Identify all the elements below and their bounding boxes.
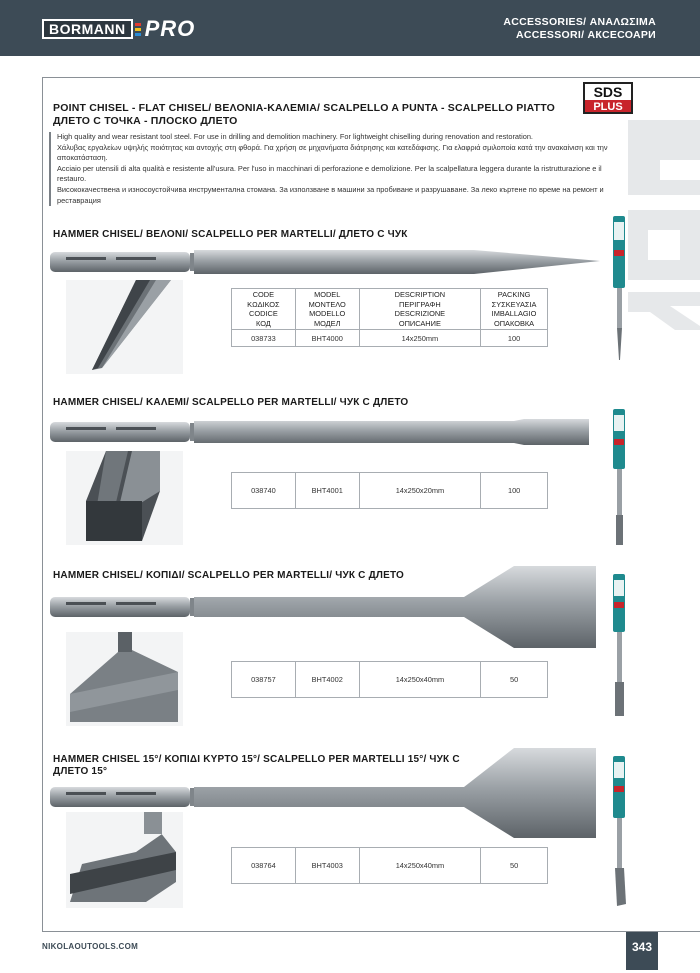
product-4-title-line-2: ДЛЕТО 15° <box>53 766 108 777</box>
product-4-title-line-1: HAMMER CHISEL 15°/ ΚΟΠΙΔΙ ΚΥΡΤΟ 15°/ SCALPELLO PER MARTELLI 15°/ ЧУК С <box>53 754 460 765</box>
header-packing-bg: ОПАКОВКА <box>493 318 535 328</box>
curved-chisel-package-image <box>604 752 634 912</box>
brand-logo <box>42 18 195 40</box>
curved-chisel-tip-photo <box>66 812 183 908</box>
sds-badge-top: SDS <box>583 82 633 100</box>
cell-code: 038740 <box>232 473 296 509</box>
product-2-title: HAMMER CHISEL/ ΚΑΛΕΜΙ/ SCALPELLO PER MARTELLI/ ЧУК С ДЛЕТО <box>53 397 409 408</box>
header-model-el: ΜΟΝΤΕΛΟ <box>308 299 346 309</box>
point-chisel-tip-photo <box>66 280 183 374</box>
cell-code: 038733 <box>232 330 296 347</box>
point-chisel-image <box>44 240 604 285</box>
cell-packing: 100 <box>481 473 548 509</box>
flat-chisel-package-image <box>604 405 634 555</box>
wide-chisel-tip-photo <box>66 632 183 726</box>
header-description-bg: ОПИСАНИЕ <box>398 318 441 328</box>
brand-name: BORMANN <box>49 21 126 37</box>
header-packing <box>481 289 548 330</box>
brand-stripes-icon <box>135 22 141 37</box>
cell-model: BHT4000 <box>295 330 359 347</box>
table-row <box>232 473 548 509</box>
intro-accent-bar <box>49 132 51 206</box>
product-4-table <box>231 847 548 884</box>
table-row <box>232 848 548 884</box>
cell-code: 038764 <box>232 848 296 884</box>
product-2-table <box>231 472 548 509</box>
header-code-en: CODE <box>252 290 275 299</box>
product-1-table <box>231 288 548 347</box>
cell-model: BHT4002 <box>295 662 359 698</box>
page-title-line-2: ДЛЕТО С ТОЧКА - ПЛОСКО ДЛЕТО <box>53 115 238 127</box>
table-row <box>232 662 548 698</box>
product-1-title: HAMMER CHISEL/ ΒΕΛΟΝΙ/ SCALPELLO PER MARTELLI/ ДЛЕТО С ЧУК <box>53 229 408 240</box>
header-model <box>295 289 359 330</box>
intro-italian: Acciaio per utensili di alta qualità e resistente all'usura. Per l'uso in macchinari di perforazione e demolizione. Per la scalpellatura leggera durante la ristrutturazione e il restauro. <box>57 163 602 184</box>
footer-website: NIKOLAOUTOOLS.COM <box>42 942 139 951</box>
intro-english: High quality and wear resistant tool steel. For use in drilling and demolition machinery. For lightweight chiselling during renovation and restoration. <box>57 132 533 141</box>
intro-greek: Χάλυβας εργαλείων υψηλής ποιότητας και αντοχής στη φθορά. Για χρήση σε μηχανήματα διάτρησης και κατεδάφισης. Για ελαφριά σμιλοποία κατά την ανακαίνιση και την αποκατάσταση. <box>57 142 608 163</box>
header-description-en: DESCRIPTION <box>394 290 446 299</box>
wide-chisel-package-image <box>604 570 634 722</box>
cell-model: BHT4003 <box>295 848 359 884</box>
header-model-bg: МОДЕЛ <box>313 318 341 328</box>
header-description <box>359 289 480 330</box>
table-row <box>232 330 548 347</box>
frame-divider-left <box>42 77 43 932</box>
cell-description: 14x250x40mm <box>359 848 481 884</box>
header-packing-en: PACKING <box>497 290 531 299</box>
header-code-bg: КОД <box>255 318 271 328</box>
flat-chisel-image <box>44 410 604 454</box>
category-line-1: ACCESSORIES/ ΑΝΑΛΩΣΙΜΑ <box>503 16 656 28</box>
cell-model: BHT4001 <box>295 473 359 509</box>
cell-description: 14x250x20mm <box>359 473 481 509</box>
flat-chisel-tip-photo <box>66 451 183 545</box>
cell-packing: 50 <box>481 662 548 698</box>
cell-description: 14x250mm <box>359 330 480 347</box>
header-code-el: ΚΩΔΙΚΟΣ <box>247 299 280 309</box>
cell-packing: 100 <box>481 330 548 347</box>
category-heading <box>503 16 656 42</box>
frame-divider-top <box>42 77 700 78</box>
page-title-line-1: POINT CHISEL - FLAT CHISEL/ ΒΕΛΟΝΙΑ-ΚΑΛΕΜΙΑ/ SCALPELLO A PUNTA - SCALPELLO PIATTO <box>53 102 556 114</box>
header-packing-el: ΣΥΣΚΕΥΑΣΙΑ <box>491 299 537 309</box>
header-model-en: MODEL <box>314 290 341 299</box>
header-code-it: CODICE <box>249 309 278 318</box>
product-3-table <box>231 661 548 698</box>
header-packing-it: IMBALLAGIO <box>491 309 537 318</box>
brand-suffix: PRO <box>144 16 196 41</box>
sds-badge-bottom: PLUS <box>583 100 633 114</box>
intro-text <box>57 132 629 206</box>
cell-description: 14x250x40mm <box>359 662 481 698</box>
sds-plus-badge <box>583 82 633 116</box>
frame-divider-bottom <box>42 931 700 932</box>
product-3-title: HAMMER CHISEL/ ΚΟΠΙΔΙ/ SCALPELLO PER MARTELLI/ ЧУК С ДЛЕТО <box>53 570 405 581</box>
page-number: 343 <box>626 932 658 970</box>
page-title <box>53 102 573 128</box>
point-chisel-package-image <box>604 210 634 362</box>
cell-packing: 50 <box>481 848 548 884</box>
header-model-it: MODELLO <box>309 309 346 318</box>
intro-bulgarian: Висококачествена и износоустойчива инструментална стомана. За използване в машини за пробиване и разрушаване. За леко къртене по време на ремонт и реставрация <box>57 184 604 205</box>
header-description-it: DESCRIZIONE <box>394 309 446 318</box>
header-code <box>232 289 296 330</box>
cell-code: 038757 <box>232 662 296 698</box>
category-line-2: ACCESSORI/ АКСЕСОАРИ <box>515 29 656 41</box>
header-bar <box>0 0 700 56</box>
header-description-el: ΠΕΡΙΓΡΑΦΗ <box>399 299 441 309</box>
